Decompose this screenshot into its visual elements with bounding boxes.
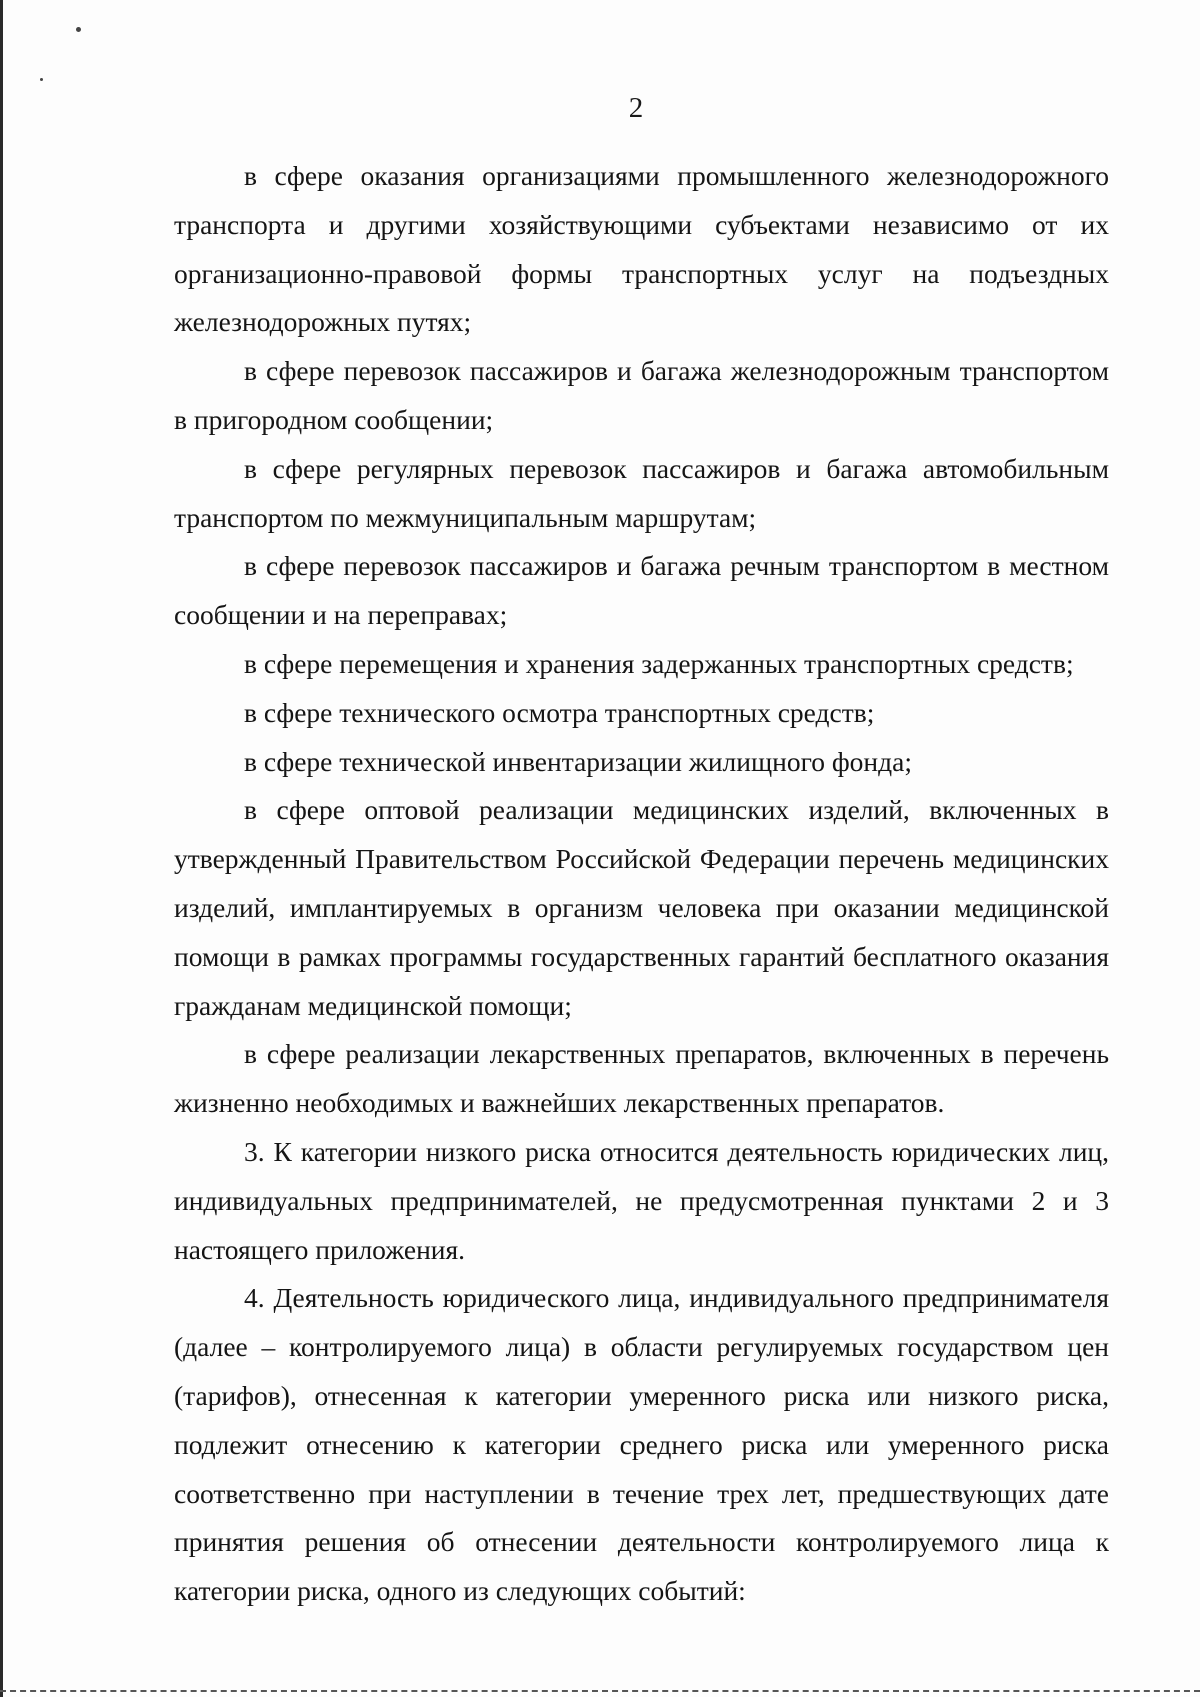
page-number: 2 xyxy=(628,92,644,124)
document-body xyxy=(174,152,1109,1616)
paragraph: в сфере технического осмотра транспортных средств; xyxy=(244,696,875,728)
page-bottom-border xyxy=(0,1690,1200,1692)
paragraph: в сфере технической инвентаризации жилищного фонда; xyxy=(244,745,912,777)
paragraph: 3. К категории низкого риска относится деятельность юридических лиц, индивидуальных предпринимателей, не предусмотренная пунктами 2 и 3 настоящего приложения. xyxy=(174,1135,1109,1265)
page-left-border xyxy=(0,0,3,1697)
scan-speck xyxy=(40,78,43,81)
paragraph: в сфере перемещения и хранения задержанных транспортных средств; xyxy=(244,647,1074,679)
paragraph: в сфере реализации лекарственных препаратов, включенных в перечень жизненно необходимых и важнейших лекарственных препаратов. xyxy=(174,1038,1109,1119)
paragraph: в сфере регулярных перевозок пассажиров и багажа автомобильным транспортом по межмуниципальным маршрутам; xyxy=(174,452,1109,533)
paragraph: в сфере перевозок пассажиров и багажа речным транспортом в местном сообщении и на переправах; xyxy=(174,550,1109,631)
paragraph: в сфере перевозок пассажиров и багажа железнодорожным транспортом в пригородном сообщении; xyxy=(174,355,1109,435)
paragraph: в сфере оптовой реализации медицинских изделий, включенных в утвержденный Правительством Российской Федерации перечень медицинских изделий, имплантируемых в организм человека при оказании медицинской помощи в рамках программы государственных гарантий бесплатного оказания гражданам медицинской помощи; xyxy=(174,794,1109,1021)
scan-speck xyxy=(76,27,81,32)
paragraph: 4. Деятельность юридического лица, индивидуального предпринимателя (далее – контролируемого лица) в области регулируемых государством цен (тарифов), отнесенная к категории умеренного риска или низкого риска, подлежит отнесению к категории среднего риска или умеренного риска соответственно при наступлении в течение трех лет, предшествующих дате принятия решения об отнесении деятельности контролируемого лица к категории риска, одного из следующих событий: xyxy=(174,1282,1109,1607)
paragraph: в сфере оказания организациями промышленного железнодорожного транспорта и другими хозяйствующими субъектами независимо от их организационно-правовой формы транспортных услуг на подъездных железнодорожных путях; xyxy=(174,160,1109,338)
